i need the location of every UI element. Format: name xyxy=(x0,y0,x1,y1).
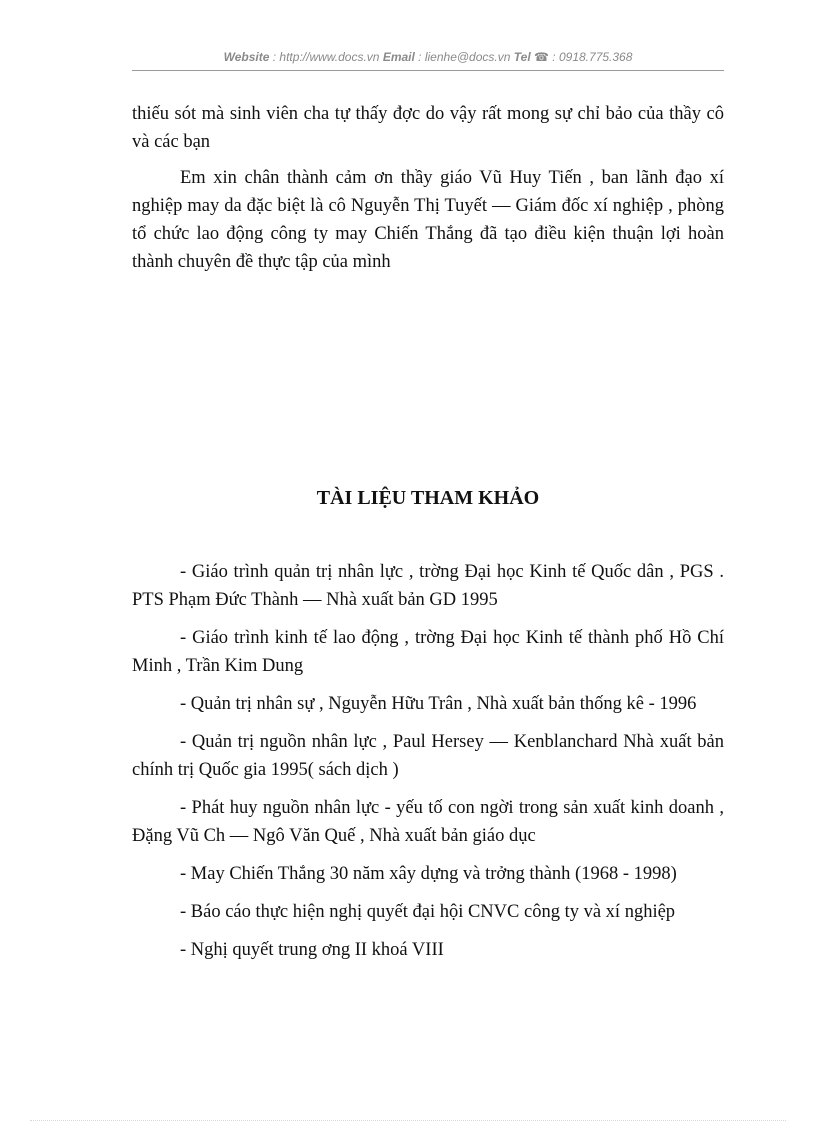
phone-icon: ☎ xyxy=(534,50,549,64)
reference-item: - Giáo trình quản trị nhân lực , trờng Đại học Kinh tế Quốc dân , PGS . PTS Phạm Đức Thành — Nhà xuất bản GD 1995 xyxy=(132,562,724,610)
tel-separator: : xyxy=(548,50,559,64)
website-label: Website xyxy=(223,50,270,64)
website-url[interactable]: http://www.docs.vn xyxy=(279,50,380,64)
page-bottom-border xyxy=(30,1120,786,1121)
tel-number: 0918.775.368 xyxy=(558,50,633,64)
body-paragraph-continued: thiếu sót mà sinh viên cha tự thấy đợc do vậy rất mong sự chỉ bảo của thầy cô và các bạn xyxy=(132,104,724,152)
website-separator: : xyxy=(269,50,280,64)
references-title: TÀI LIỆU THAM KHẢO xyxy=(316,487,540,509)
acknowledgement-section xyxy=(132,100,724,276)
page-header xyxy=(132,50,724,64)
tel-label: Tel xyxy=(513,50,531,64)
reference-item: - Quản trị nhân sự , Nguyễn Hữu Trân , Nhà xuất bản thống kê - 1996 xyxy=(180,694,697,714)
body-paragraph-thanks: Em xin chân thành cảm ơn thầy giáo Vũ Huy Tiến , ban lãnh đạo xí nghiệp may da đặc biệt là cô Nguyễn Thị Tuyết — Giám đốc xí nghiệp , phòng tổ chức lao động công ty may Chiến Thắng đã tạo điều kiện thuận lợi hoàn thành chuyên đề thực tập của mình xyxy=(132,168,724,272)
email-separator: : xyxy=(414,50,425,64)
header-divider xyxy=(132,70,724,71)
reference-item: - Quản trị nguồn nhân lực , Paul Hersey — Kenblanchard Nhà xuất bản chính trị Quốc gia 1995( sách dịch ) xyxy=(132,732,724,780)
email-label: Email xyxy=(382,50,415,64)
reference-item: - Nghị quyết trung ơng II khoá VIII xyxy=(180,940,444,960)
reference-item: - Báo cáo thực hiện nghị quyết đại hội CNVC công ty và xí nghiệp xyxy=(180,902,676,922)
reference-item: - Giáo trình kinh tế lao động , trờng Đại học Kinh tế thành phố Hồ Chí Minh , Trần Kim Dung xyxy=(132,628,724,676)
reference-item: - May Chiến Thắng 30 năm xây dựng và trởng thành (1968 - 1998) xyxy=(180,864,677,884)
references-list xyxy=(132,558,724,964)
reference-item: - Phát huy nguồn nhân lực - yếu tố con ngời trong sản xuất kinh doanh , Đặng Vũ Ch — Ngô Văn Quế , Nhà xuất bản giáo dục xyxy=(132,798,724,846)
email-address[interactable]: lienhe@docs.vn xyxy=(424,50,511,64)
